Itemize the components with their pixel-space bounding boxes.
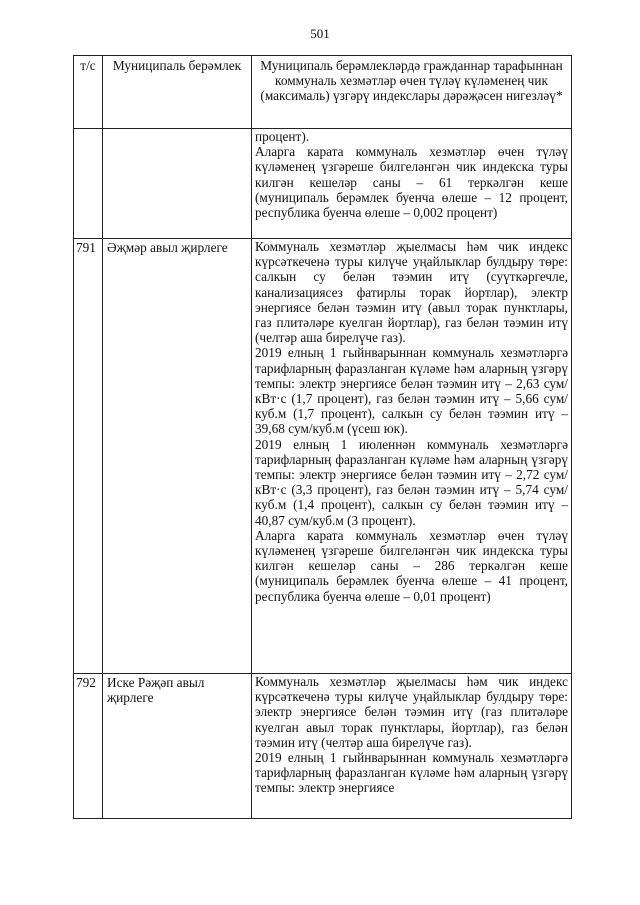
header-municipality: Муниципаль берәмлек [103,56,252,129]
header-justification: Муниципаль берәмлекләрдә гражданнар тарафыннан коммуналь хезмәтләр өчен түләү күләменең чик (максималь) үзгәрү индекслары дәрәҗәсен нигезләү* [252,56,572,129]
page-number: 501 [310,26,330,41]
table-row-continued [74,129,572,239]
table-row [74,239,572,674]
row-content [252,674,572,819]
row-number: 791 [74,239,103,674]
paragraph: Аларга карата коммуналь хезмәтләр өчен түләү күләменең үзгәреше билгеләнгән чик индекска туры килгән кешеләр саны – 61 теркәлгән кеше (муниципаль берәмлек буенча өлеше – 12 процент, республика буенча өлеше – 0,002 процент) [255,144,568,221]
header-number: т/с [74,56,103,129]
paragraph: 2019 елның 1 гыйнварыннан коммуналь хезмәтләргә тарифларның фаразланган күләме һәм аларның үзгәрү темпы: электр энергиясе белән тәэмин итү – 2,63 сум/кВт·с (1,7 процент), газ белән тәэмин итү – 5,66 сум/куб.м (1,7 процент), салкын су белән тәэмин итү – 39,68 сум/куб.м (үсеш юк). [255,345,568,437]
paragraph: процент). [255,129,310,144]
row-municipality: Әҗмәр авыл җирлеге [103,239,252,674]
paragraph: Коммуналь хезмәтләр җыелмасы һәм чик индекс күрсәткеченә туры килүче уңайлыклар булдыру төре: электр энергиясе белән тәэмин итү (газ плитәләре куелган авыл торак пунктлары, йортлар), газ белән тәэмин итү (челтәр аша бирелүче газ). [255,674,568,750]
municipal-index-table [73,55,572,819]
row-number: 792 [74,674,103,819]
row-municipality-cell [103,129,252,239]
row-municipality: Иске Рәҗәп авыл җирлеге [103,674,252,819]
paragraph: Аларга карата коммуналь хезмәтләр өчен түләү күләменең үзгәреше билгеләнгән чик индекска туры килгән кешеләр саны – 286 теркәлгән кеше (муниципаль берәмлек буенча өлеше – 41 процент, республика буенча өлеше – 0,01 процент) [255,527,568,604]
paragraph: Коммуналь хезмәтләр җыелмасы һәм чик индекс күрсәткеченә туры килүче уңайлыклар булдыру төре: салкын су белән тәэмин итү (суүткәргечле, канализациясез фатирлы торак йортлар), электр энергиясе белән тәэмин итү (авыл торак пунктлары, газ плитәләре куелган йортлар), газ белән тәэмин итү (челтәр аша бирелүче газ). [255,239,568,346]
row-content-cell [252,129,572,239]
table-row [74,674,572,819]
row-content [252,239,572,674]
row-number-cell [74,129,103,239]
paragraph: 2019 елның 1 гыйнварыннан коммуналь хезмәтләргә тарифларның фаразланган күләме һәм аларның үзгәрү темпы: электр энергиясе [255,750,568,796]
paragraph: 2019 елның 1 июленнән коммуналь хезмәтләргә тарифларның фаразланган күләме һәм аларның үзгәрү темпы: электр энергиясе белән тәэмин итү – 2,72 сум/кВт·с (3,3 процент), газ белән тәэмин итү – 5,74 сум/куб.м (1,4 процент), салкын су белән тәэмин итү – 40,87 сум/куб.м (3 процент). [255,436,568,528]
table-header-row [74,56,572,129]
